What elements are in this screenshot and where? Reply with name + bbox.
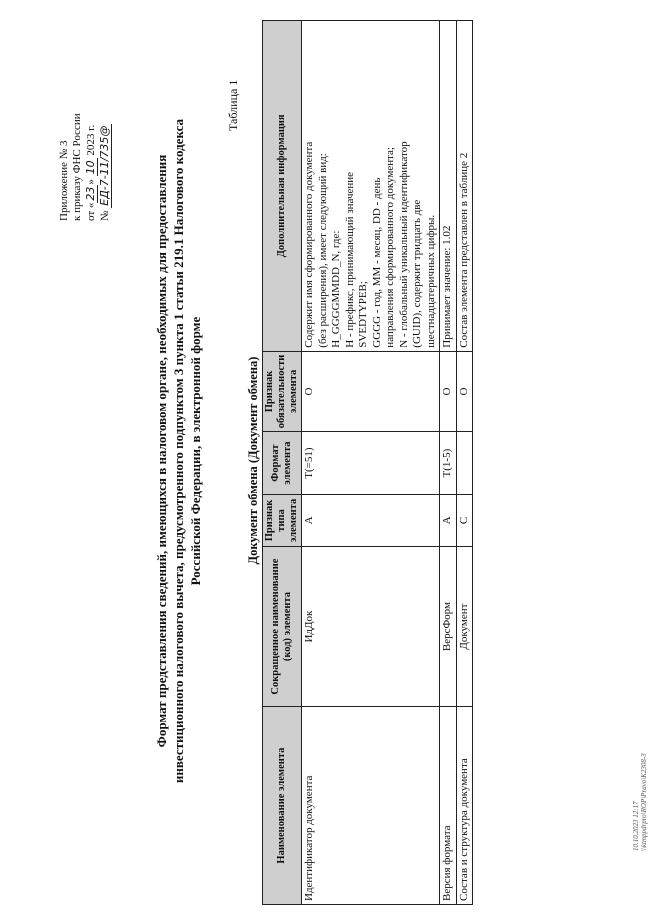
- cell-element-name: Состав и структура документа: [456, 707, 473, 905]
- stamp-line-1: 10.10.2023 12:17: [632, 801, 640, 851]
- title-line-3: Российской Федерации, в электронной форме: [188, 316, 203, 586]
- header-additional-info: Дополнительная информация: [263, 21, 302, 352]
- cell-type: С: [456, 494, 473, 546]
- cell-format: T(1-5): [440, 432, 457, 495]
- info-line: (GUID), содержит тридцать две: [411, 199, 423, 348]
- info-line: шестнадцатеричных цифры.: [424, 214, 437, 348]
- info-line: (без расширения), имеет следующий вид:: [316, 153, 329, 348]
- cell-code: ВерсФорм: [440, 546, 457, 706]
- date-prefix: от «: [85, 202, 97, 221]
- appendix-date: [84, 71, 98, 221]
- table-row: [440, 21, 457, 905]
- cell-element-name: Идентификатор документа: [302, 707, 440, 905]
- cell-type: А: [440, 494, 457, 546]
- cell-required: О: [440, 351, 457, 432]
- info-line: N - глобальный уникальный идентификатор: [397, 141, 410, 348]
- title-line-1: Формат представления сведений, имеющихся в налоговом органе, необходимых для предоставления: [154, 154, 169, 748]
- header-required-flag: Признак обязательности элемента: [263, 351, 302, 432]
- info-line: H_GGGGMMDD_N, где:: [330, 230, 342, 348]
- cell-additional-info: [302, 21, 440, 352]
- cell-additional-info: [440, 21, 457, 352]
- date-suffix: 2023 г.: [85, 124, 97, 156]
- cell-element-name: Версия формата: [440, 707, 457, 905]
- info-line: Состав элемента представлен в таблице 2: [457, 152, 470, 348]
- table-header-row: [263, 21, 302, 905]
- appendix-line-1: Приложение № 3: [58, 140, 70, 221]
- table-row: [456, 21, 473, 905]
- date-day: 23: [84, 186, 97, 201]
- cell-format: [456, 432, 473, 495]
- number-prefix: №: [99, 210, 111, 221]
- info-line: направления сформированного документа;: [384, 147, 396, 348]
- table-row: [302, 21, 440, 905]
- info-line: Принимает значение: 1.02: [441, 225, 453, 348]
- header-element-format: Формат элемента: [263, 432, 302, 495]
- header-element-name: Наименование элемента: [263, 707, 302, 905]
- table-number-label: Таблица 1: [226, 79, 240, 131]
- exchange-document-table: [262, 20, 473, 905]
- appendix-line-2: к приказу ФНС России: [71, 113, 83, 221]
- cell-format: T(=51): [302, 432, 440, 495]
- table-caption: Документ обмена (Документ обмена): [246, 356, 260, 565]
- cell-code: Документ: [456, 546, 473, 706]
- document-title: [153, 51, 204, 851]
- cell-required: О: [302, 351, 440, 432]
- header-element-type: Признак типа элемента: [263, 494, 302, 546]
- cell-additional-info: [456, 21, 473, 352]
- order-number: ЕД-7-11/735@: [98, 125, 111, 206]
- info-line: SVEDTYPEB;: [357, 281, 369, 348]
- print-stamp: [632, 651, 648, 851]
- appendix-block: [58, 71, 112, 221]
- date-mid: »: [85, 179, 97, 185]
- stamp-line-2: \\ktmppdrpro\ROP\Pravo\К2308-3: [640, 753, 648, 851]
- date-month: 10: [84, 160, 97, 175]
- info-line: H - префикс, принимающий значение: [343, 171, 356, 348]
- cell-code: ИдДок: [302, 546, 440, 706]
- cell-required: О: [456, 351, 473, 432]
- appendix-number: [98, 71, 112, 221]
- info-line: GGGG - год, ММ - месяц, DD - день: [370, 177, 383, 348]
- cell-type: А: [302, 494, 440, 546]
- title-line-2: инвестиционного налогового вычета, предусмотренного подпунктом 3 пункта 1 статьи 219.1 Налогового кодекса: [171, 118, 186, 784]
- header-short-code: Сокращенное наименование (код) элемента: [263, 546, 302, 706]
- info-line: Содержит имя сформированного документа: [303, 141, 315, 348]
